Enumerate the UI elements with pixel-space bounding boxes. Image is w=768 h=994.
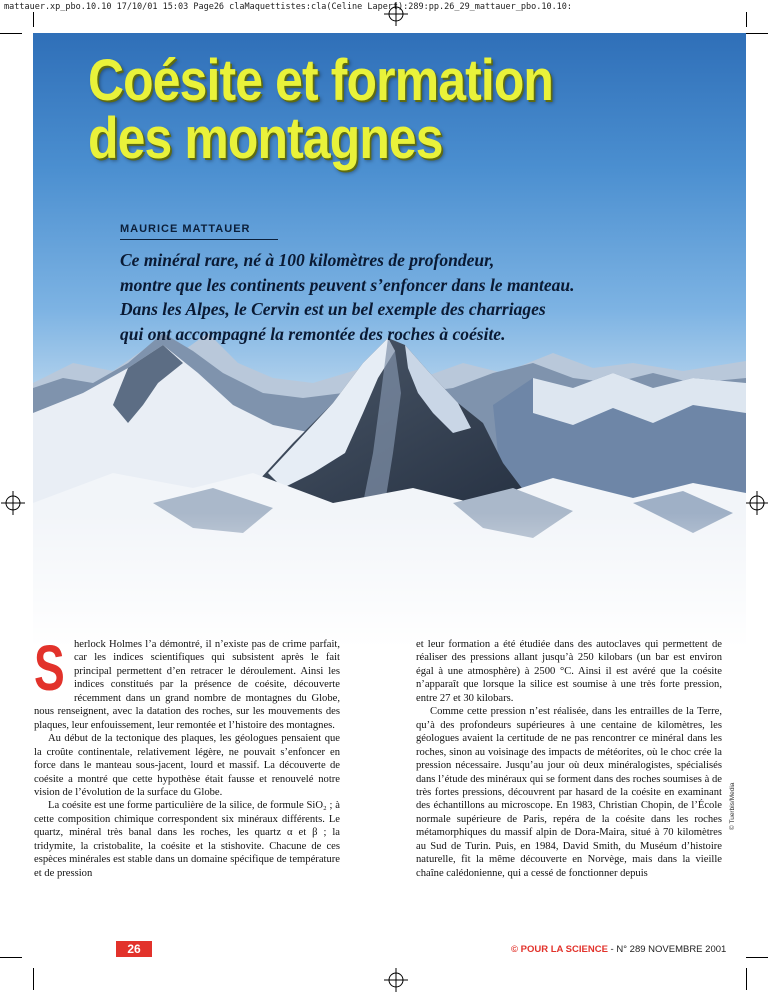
body-paragraph: La coésite est une forme particulière de la silice, de formule SiO₂ ; à cette composition chimique correspondent six minéraux différents. Le quartz, minéral très banal dans les roches, les quartz α et β ; la tridymite, la cristobalite, la coésite et la stishovite. Chacune de ces espèces minérales est stable dans un domaine spécifique de température et de pression: [34, 800, 340, 879]
lede-line: montre que les continents peuvent s’enfoncer dans le manteau.: [120, 274, 575, 295]
body-paragraph: Comme cette pression n’est réalisée, dans les entrailles de la Terre, qu’à des profondeurs supérieures à une centaine de kilomètres, les géologues avaient la certitude de ne pas rencontrer ce minéral dans les roches, sinon au voisinage des impacts de météorites, où le choc crée la pression nécessaire. Jusqu’au jour où deux minéralogistes, spécialisés dans l’étude des minéraux qui se forment dans des roches soumises à de très fortes pressions, découvrent par hasard de la coésite en examinant des échantillons au microscope. En 1983, Christian Chopin, de l’École normale supérieure de Paris, repéra de la coésite dans les roches métamorphiques du massif alpin de Dora-Maira, situé à 70 kilomètres au Sud de Turin. Puis, en 1984, David Smith, du Muséum d’histoire naturelle, fit la même découverte en Norvège, mais dans la vieille chaîne calédonienne, qui a cessé de fonctionner depuis: [416, 706, 722, 879]
lede-line: qui ont accompagné la remontée des roches à coésite.: [120, 323, 506, 344]
body-column-right: [416, 638, 722, 880]
crop-mark: [746, 957, 768, 958]
registration-mark-icon: [384, 968, 408, 992]
author-underline: [120, 239, 278, 240]
body-paragraph: S herlock Holmes l’a démontré, il n’existe pas de crime parfait, car les indices scientifiques qui subsistent après le fait principal permettent d’en retracer le déroulement. Ainsi les indices constitués par la présence de coésite, découverte récemment dans un grand nombre de montagnes du Globe, nous renseignent, avec la datation des roches, sur les mouvements des plaques, leur enfouissement, leur remontée et l’histoire des montagnes.: [34, 632, 340, 731]
photo-credit: © Tuerbis/Media: [729, 782, 736, 830]
crop-mark: [33, 968, 34, 990]
crop-mark: [0, 957, 22, 958]
article-lede: [120, 248, 680, 346]
registration-mark-icon: [384, 2, 408, 26]
drop-cap: S: [34, 632, 65, 704]
title-line: des montagnes: [88, 106, 443, 171]
issue-info: - N° 289 NOVEMBRE 2001: [607, 944, 727, 955]
page-number: 26: [116, 941, 152, 957]
crop-mark: [746, 12, 747, 27]
magazine-brand: © POUR LA SCIENCE: [511, 944, 608, 955]
print-slug: mattauer.xp_pbo.10.10 17/10/01 15:03 Page26 claMaquettistes:cla(Celine Lapert):289:pp.26_29_mattauer_pbo.10.10:: [4, 2, 573, 12]
lede-line: Ce minéral rare, né à 100 kilomètres de profondeur,: [120, 250, 495, 270]
title-line: Coésite et formation: [88, 48, 554, 113]
crop-mark: [746, 33, 768, 34]
lede-line: Dans les Alpes, le Cervin est un bel exemple des charriages: [120, 299, 546, 319]
body-column-left: [34, 632, 340, 880]
body-paragraph: et leur formation a été étudiée dans des autoclaves qui permettent de réaliser des pressions allant jusqu’à 250 kilobars (un bar est environ égal à une atmosphère) à 2500 °C. Ainsi il est avéré que la coésite n’apparaît que lorsque la silice est soumise à une très forte pression, entre 27 et 30 kilobars.: [416, 639, 722, 704]
body-paragraph: Au début de la tectonique des plaques, les géologues pensaient que la croûte continentale, relativement légère, ne pouvait s’enfoncer en force dans le manteau sous-jacent, lourd et massif. La découverte de coésite a montré que cette hypothèse était fausse et renouvelé notre vision de l’évolution de la surface du Globe.: [34, 733, 340, 798]
crop-mark: [746, 968, 747, 990]
magazine-footer: [511, 944, 726, 955]
crop-mark: [33, 12, 34, 27]
article-title: [88, 48, 554, 171]
crop-mark: [0, 33, 22, 34]
author-name: MAURICE MATTAUER: [120, 223, 251, 235]
registration-mark-icon: [745, 491, 768, 515]
registration-mark-icon: [1, 491, 25, 515]
